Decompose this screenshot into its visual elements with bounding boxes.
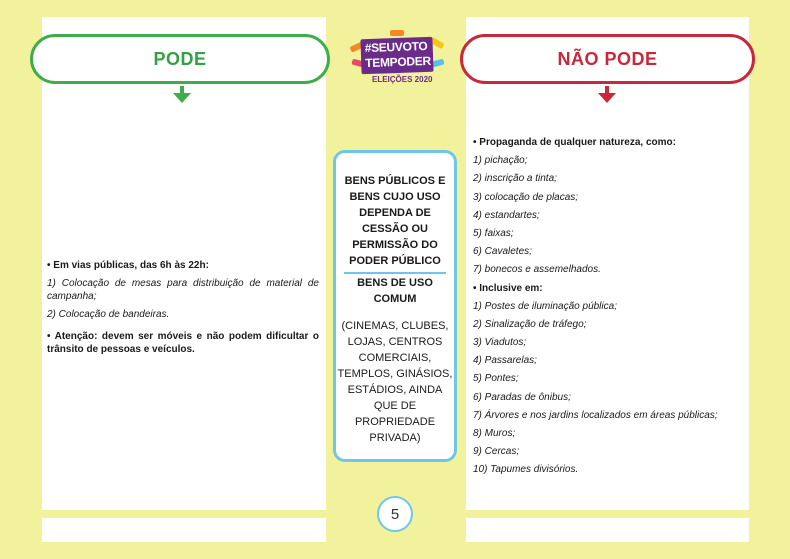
page-number-text: 5 [390,505,400,523]
naopode-location-item: 4) Passarelas; [473,355,537,367]
pode-attention-note: • Atenção: devem ser móveis e não podem dificultar o trânsito de pessoas e veículos. [47,331,319,355]
naopode-location-item: 3) Viadutos; [473,337,527,349]
pode-item: 2) Colocação de bandeiras. [47,309,170,320]
logo-line2: TEMPODER [365,53,432,71]
pode-bullet-title: • Em vias públicas, das 6h às 22h: [47,260,209,271]
naopode-item: 3) colocação de placas; [473,191,579,203]
naopode-item: 2) inscrição a tinta; [473,173,557,185]
naopode-item: 7) bonecos e assemelhados. [473,264,601,276]
naopode-location-item: 5) Pontes; [473,373,519,385]
right-footer-strip [466,518,749,542]
naopode-item: 1) pichação; [473,155,528,167]
logo-badge [360,37,433,74]
naopode-inclusive-title: • Inclusive em: [473,282,543,294]
pode-heading [30,34,330,84]
naopode-location-item: 10) Tapumes divisórios. [473,464,579,476]
naopode-location-item: 9) Cercas; [473,446,520,458]
naopode-location-item: 8) Muros; [473,428,516,439]
bens-uso-comum-examples: (CINEMAS, CLUBES, LOJAS, CENTROS COMERCIAIS, TEMPLOS, GINÁSIOS, ESTÁDIOS, AINDA QUE DE PROPRIEDADE PRIVADA) [337,320,453,444]
naopode-item: 6) Cavaletes; [473,246,532,258]
naopode-bullet-title: • Propaganda de qualquer natureza, como: [473,137,676,148]
naopode-content [473,136,743,482]
pode-item: 1) Colocação de mesas para distribuição de material de campanha; [47,278,319,302]
bens-publicos-box [333,150,457,462]
naopode-location-item: 2) Sinalização de tráfego; [473,318,587,330]
pode-heading-text: PODE [153,48,207,69]
pode-content [47,259,319,361]
logo-subtitle: ELEIÇÕES 2020 [372,75,433,84]
seuvoto-logo [350,30,445,88]
center-divider [344,272,446,274]
naopode-location-item: 6) Paradas de ônibus; [473,391,571,403]
naopode-location-item: 1) Postes de iluminação pública; [473,300,617,312]
bens-publicos-title: BENS PÚBLICOS E BENS CUJO USO DEPENDA DE CESSÃO OU PERMISSÃO DO PODER PÚBLICO [344,175,446,267]
naopode-item: 5) faixas; [473,227,514,239]
naopode-location-item: 7) Árvores e nos jardins localizados em áreas públicas; [473,409,718,421]
naopode-item: 4) estandartes; [473,209,540,221]
pode-arrow-down-icon [172,86,192,104]
left-footer-strip [42,518,326,542]
logo-line1: #SEUVOTO [364,38,428,56]
naopode-arrow-down-icon [597,86,617,104]
naopode-heading-text: NÃO PODE [557,48,658,69]
naopode-heading [460,34,755,84]
page-number [377,496,413,532]
bens-uso-comum-title: BENS DE USO COMUM [357,277,433,305]
